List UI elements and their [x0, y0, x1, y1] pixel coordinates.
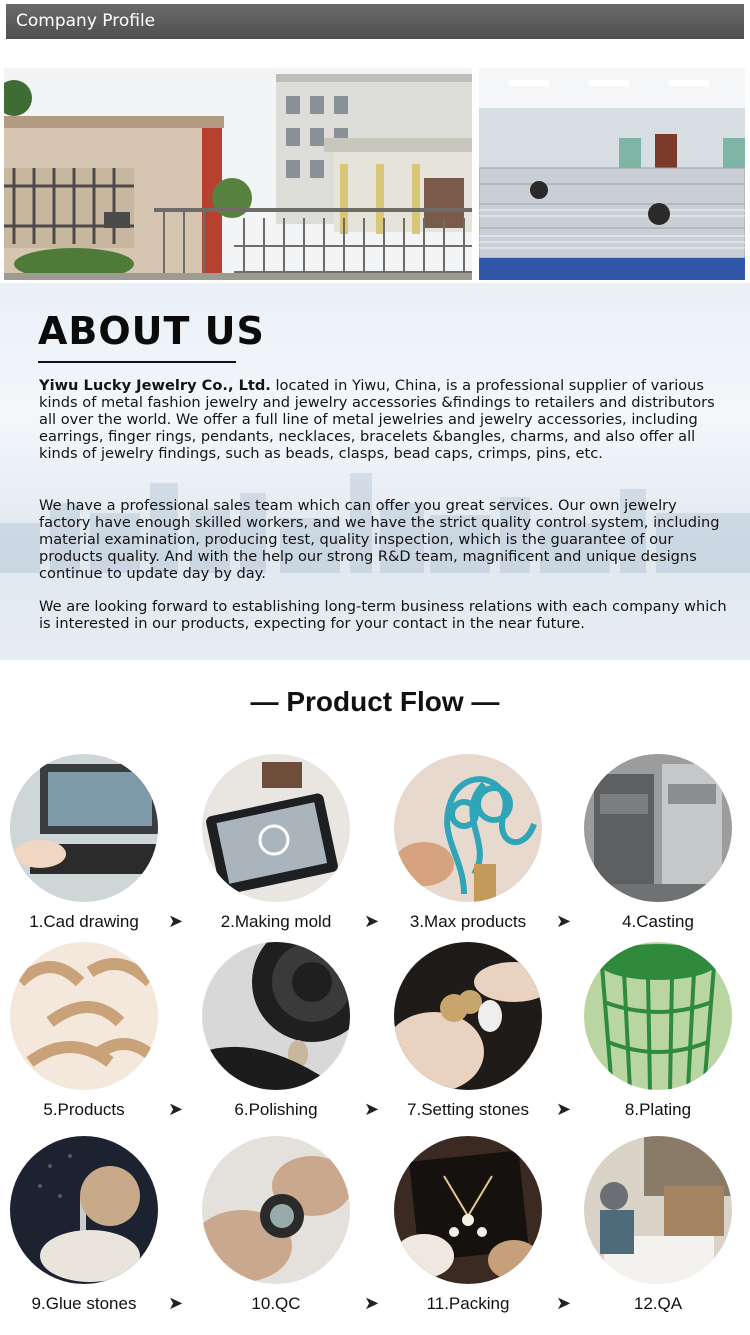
- flow-step-photo: [202, 942, 350, 1090]
- flow-step-label: 8.Plating: [624, 1100, 692, 1119]
- about-paragraph-1: [39, 377, 729, 462]
- title-underline: [38, 361, 236, 363]
- flow-step: [196, 1136, 356, 1335]
- flow-step-label: 4.Casting: [622, 912, 694, 931]
- about-paragraph-3: We are looking forward to establishing long-term business relations with each company which is interested in our products, expecting for your contact in the near future.: [39, 598, 727, 632]
- section-header-company-profile: [6, 4, 744, 39]
- flow-step: [196, 754, 356, 954]
- flow-step-photo: [584, 942, 732, 1090]
- product-flow-title: — Product Flow —: [250, 686, 500, 717]
- arrow-right-icon: ➤: [168, 1099, 184, 1120]
- section-title: Company Profile: [16, 11, 156, 31]
- flow-step-label: 5.Products: [43, 1100, 125, 1119]
- flow-step: [4, 754, 164, 954]
- flow-step: [196, 942, 356, 1142]
- about-paragraph-1-text: located in Yiwu, China, is a professional supplier of various kinds of metal fashion jewelry and jewelry accessories &findings to retailers and distributors all over the world. We offer a full line of metal jewelries and jewelry accessories, including earrings, finger rings, pendants, necklaces, bracelets &bangles, charms, and also offer all kinds of jewelry findings, such as beads, clasps, bead caps, crimps, pins, etc.: [39, 377, 715, 462]
- flow-step: [578, 1136, 738, 1335]
- flow-step-photo: [10, 1136, 158, 1284]
- arrow-right-icon: ➤: [556, 1099, 572, 1120]
- flow-step: [4, 942, 164, 1142]
- arrow-right-icon: ➤: [168, 911, 184, 932]
- arrow-right-icon: ➤: [364, 1099, 380, 1120]
- flow-step-photo: [394, 754, 542, 902]
- flow-step: [578, 754, 738, 954]
- about-title: ABOUT US: [38, 309, 265, 353]
- arrow-right-icon: ➤: [556, 911, 572, 932]
- flow-step-label: 1.Cad drawing: [29, 912, 139, 931]
- flow-step: [4, 1136, 164, 1335]
- flow-step-photo: [202, 1136, 350, 1284]
- company-name: Yiwu Lucky Jewelry Co., Ltd.: [39, 377, 271, 394]
- about-us-section: [0, 283, 750, 660]
- factory-building-photo: [4, 68, 472, 280]
- arrow-right-icon: ➤: [364, 1293, 380, 1314]
- flow-step-label: 2.Making mold: [220, 912, 332, 931]
- flow-step: [388, 942, 548, 1142]
- flow-step-photo: [394, 1136, 542, 1284]
- flow-step: [578, 942, 738, 1142]
- flow-step-label: 6.Polishing: [234, 1100, 318, 1119]
- flow-step-label: 3.Max products: [409, 912, 527, 931]
- about-paragraph-2: We have a professional sales team which can offer you great services. Our own jewelry factory have enough skilled workers, and we have the strict quality control system, including material examination, producing test, quality inspection, which is the guarantee of our products quality. And with the help our strong R&D team, magnificent and unique designs continue to update day by day.: [39, 497, 720, 582]
- arrow-right-icon: ➤: [168, 1293, 184, 1314]
- flow-step-photo: [10, 754, 158, 902]
- flow-step-label: 12.QA: [633, 1294, 683, 1313]
- flow-step-photo: [10, 942, 158, 1090]
- flow-step-photo: [202, 754, 350, 902]
- flow-step-photo: [584, 754, 732, 902]
- office-photo: [479, 68, 745, 280]
- flow-step-label: 9.Glue stones: [31, 1294, 137, 1313]
- flow-step-photo: [394, 942, 542, 1090]
- flow-step: [388, 1136, 548, 1335]
- flow-step-label: 10.QC: [251, 1294, 301, 1313]
- arrow-right-icon: ➤: [364, 911, 380, 932]
- flow-step-label: 7.Setting stones: [407, 1100, 529, 1119]
- flow-step-label: 11.Packing: [426, 1294, 510, 1313]
- arrow-right-icon: ➤: [556, 1293, 572, 1314]
- flow-step: [388, 754, 548, 954]
- flow-step-photo: [584, 1136, 732, 1284]
